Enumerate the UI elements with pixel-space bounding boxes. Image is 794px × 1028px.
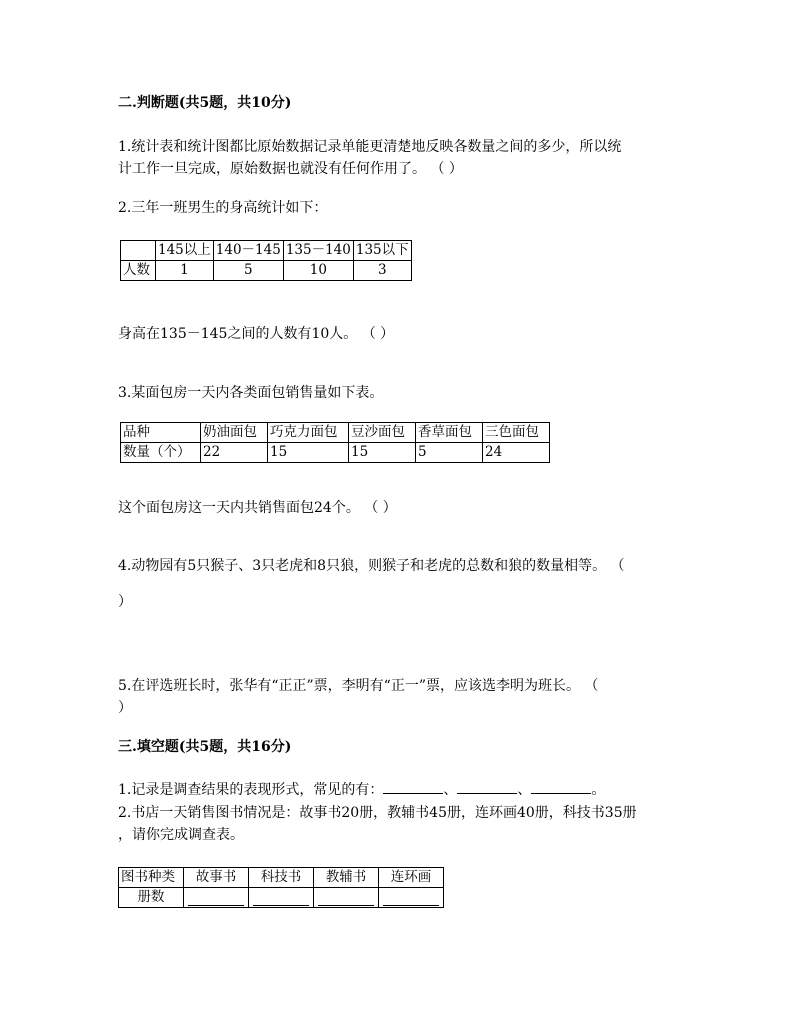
question-3-2: [118, 802, 688, 846]
table-cell: 140－145: [213, 241, 283, 261]
table-cell: 135－140: [283, 241, 353, 261]
table-cell: 24: [483, 443, 550, 463]
question-2-3-statement: 这个面包房这一天内共销售面包24个。 （ ）: [118, 500, 397, 516]
answer-blank[interactable]: [531, 779, 591, 794]
table-cell: 册数: [119, 888, 184, 908]
answer-blank[interactable]: [253, 889, 309, 906]
table-cell: 教辅书: [314, 868, 379, 888]
book-survey-table: [118, 867, 444, 908]
table-cell: 巧克力面包: [268, 423, 349, 443]
table-cell: 15: [268, 443, 349, 463]
bread-sales-table: [120, 422, 550, 463]
table-cell: 15: [349, 443, 416, 463]
table-cell: 22: [201, 443, 268, 463]
question-2-2-intro: 2.三年一班男生的身高统计如下：: [118, 200, 328, 216]
table-cell: 图书种类: [119, 868, 184, 888]
question-2-3-intro: 3.某面包房一天内各类面包销售量如下表。: [118, 385, 384, 401]
table-row: [121, 443, 550, 463]
table-cell: 故事书: [184, 868, 249, 888]
table-cell: 135以下: [353, 241, 411, 261]
question-2-1: [118, 136, 688, 180]
section-2-heading: 二.判断题(共5题，共10分): [118, 95, 292, 111]
question-line: 计工作一旦完成，原始数据也就没有任何作用了。 （ ）: [118, 161, 463, 177]
table-header-row: [119, 868, 444, 888]
table-cell: 科技书: [249, 868, 314, 888]
answer-blank[interactable]: [383, 889, 439, 906]
table-cell: [121, 241, 156, 261]
answer-cell[interactable]: [184, 888, 249, 908]
table-cell: 豆沙面包: [349, 423, 416, 443]
table-row: [119, 888, 444, 908]
table-cell: 数量（个）: [121, 443, 201, 463]
table-cell: 香草面包: [416, 423, 483, 443]
answer-blank[interactable]: [188, 889, 244, 906]
question-2-5: [118, 675, 698, 719]
question-line: 2.书店一天销售图书情况是：故事书20册，教辅书45册，连环画40册，科技书35册: [118, 805, 637, 821]
table-cell: 人数: [121, 261, 156, 281]
answer-blank[interactable]: [383, 779, 443, 794]
question-line: 4.动物园有5只猴子、3只老虎和8只狼，则猴子和老虎的总数和狼的数量相等。 （: [118, 558, 625, 574]
table-cell: 5: [416, 443, 483, 463]
table-cell: 三色面包: [483, 423, 550, 443]
question-line: 1.统计表和统计图都比原始数据记录单能更清楚地反映各数量之间的多少，所以统: [118, 139, 622, 155]
table-cell: 5: [213, 261, 283, 281]
height-stats-table: [120, 240, 412, 281]
question-line: ）: [118, 594, 132, 610]
question-line: ，请你完成调查表。: [118, 827, 244, 843]
table-cell: 3: [353, 261, 411, 281]
end-mark: 。: [591, 782, 606, 798]
question-3-1: [118, 779, 688, 801]
question-line: ）: [118, 700, 132, 716]
question-2-4: [118, 555, 698, 613]
separator: 、: [443, 782, 458, 798]
section-3-heading: 三.填空题(共5题，共16分): [118, 739, 292, 755]
table-cell: 10: [283, 261, 353, 281]
question-line: 5.在评选班长时，张华有“正正”票，李明有“正一”票，应该选李明为班长。 （: [118, 678, 599, 694]
table-row: [121, 261, 412, 281]
table-cell: 奶油面包: [201, 423, 268, 443]
answer-blank[interactable]: [457, 779, 517, 794]
question-2-2-statement: 身高在135－145之间的人数有10人。 （ ）: [118, 326, 395, 342]
separator: 、: [517, 782, 532, 798]
table-cell: 品种: [121, 423, 201, 443]
table-header-row: [121, 241, 412, 261]
table-cell: 1: [156, 261, 214, 281]
answer-cell[interactable]: [314, 888, 379, 908]
answer-cell[interactable]: [379, 888, 444, 908]
table-header-row: [121, 423, 550, 443]
question-text: 1.记录是调查结果的表现形式，常见的有：: [118, 782, 384, 798]
answer-blank[interactable]: [318, 889, 374, 906]
table-cell: 连环画: [379, 868, 444, 888]
table-cell: 145以上: [156, 241, 214, 261]
answer-cell[interactable]: [249, 888, 314, 908]
